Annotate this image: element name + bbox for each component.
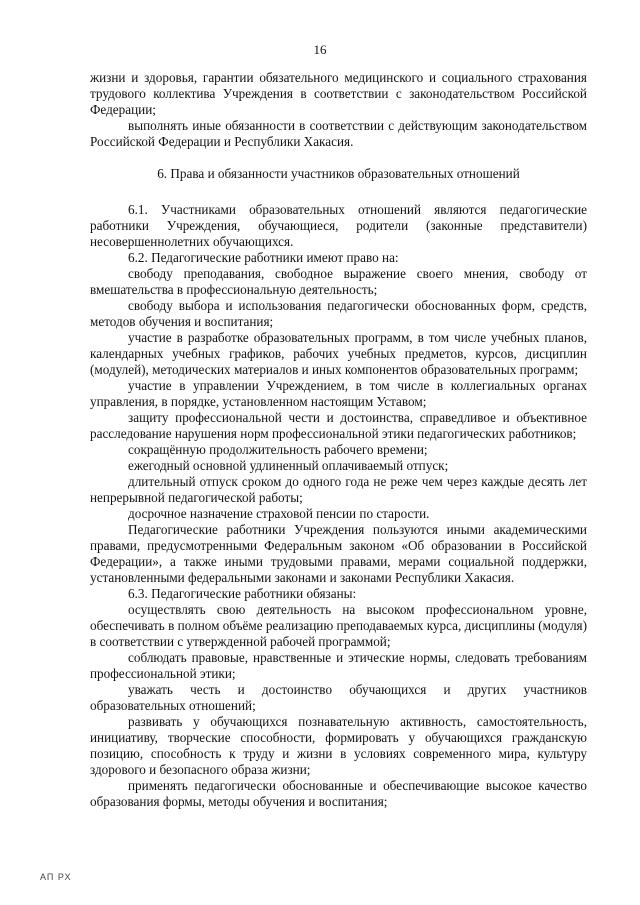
list-item: соблюдать правовые, нравственные и этические нормы, следовать требованиям профессиональной этики;	[90, 650, 587, 681]
page-number: 16	[313, 42, 327, 57]
list-item: защиту профессиональной чести и достоинства, справедливое и объективное расследование нарушения норм профессиональной этики педагогических работников;	[90, 410, 587, 441]
list-item: уважать честь и достоинство обучающихся и других участников образовательных отношений;	[90, 682, 587, 713]
paragraph: жизни и здоровья, гарантии обязательного медицинского и социального страхования трудового коллектива Учреждения в соответствии с законодательством Российской Федерации;	[90, 70, 587, 117]
list-item: свободу выбора и использования педагогически обоснованных форм, средств, методов обучения и воспитания;	[90, 298, 587, 329]
list-item: участие в разработке образовательных программ, в том числе учебных планов, календарных учебных графиков, рабочих учебных предметов, курсов, дисциплин (модулей), методических материалов и иных компонентов образовательных программ;	[90, 330, 587, 377]
paragraph: 6.1. Участниками образовательных отношений являются педагогические работники Учреждения, обучающиеся, родители (законные представители) несовершеннолетних обучающихся.	[90, 202, 587, 249]
list-item: участие в управлении Учреждением, в том числе в коллегиальных органах управления, в порядке, установленном настоящим Уставом;	[90, 378, 587, 409]
list-item: ежегодный основной удлиненный оплачиваемый отпуск;	[128, 458, 449, 473]
list-item: длительный отпуск сроком до одного года не реже чем через каждые десять лет непрерывной педагогической работы;	[90, 474, 587, 505]
list-item: применять педагогически обоснованные и обеспечивающие высокое качество образования формы, методы обучения и воспитания;	[90, 778, 587, 809]
paragraph: 6.3. Педагогические работники обязаны:	[128, 586, 357, 601]
list-item: развивать у обучающихся познавательную активность, самостоятельность, инициативу, творческие способности, формировать у обучающихся гражданскую позицию, способность к труду и жизни в условиях современного мира, культуру здорового и безопасного образа жизни;	[90, 714, 587, 777]
paragraph: 6.2. Педагогические работники имеют право на:	[128, 250, 399, 265]
list-item: досрочное назначение страховой пенсии по старости.	[128, 506, 430, 521]
paragraph: Педагогические работники Учреждения пользуются иными академическими правами, предусмотренными Федеральным законом «Об образовании в Российской Федерации», а также иными трудовыми правами, мерами социальной поддержки, установленными федеральными законами и законами Республики Хакасия.	[90, 522, 587, 585]
footer-stamp: АП РХ	[40, 872, 72, 882]
paragraph: выполнять иные обязанности в соответствии с действующим законодательством Российской Федерации и Республики Хакасия.	[90, 118, 587, 149]
section-heading: 6. Права и обязанности участников образовательных отношений	[157, 166, 520, 181]
list-item: осуществлять свою деятельность на высоком профессиональном уровне, обеспечивать в полном объёме реализацию преподаваемых курса, дисциплины (модуля) в соответствии с утвержденной рабочей программой;	[90, 602, 587, 649]
list-item: свободу преподавания, свободное выражение своего мнения, свободу от вмешательства в профессиональную деятельность;	[90, 266, 587, 297]
document-body	[90, 70, 587, 810]
list-item: сокращённую продолжительность рабочего времени;	[128, 442, 428, 457]
